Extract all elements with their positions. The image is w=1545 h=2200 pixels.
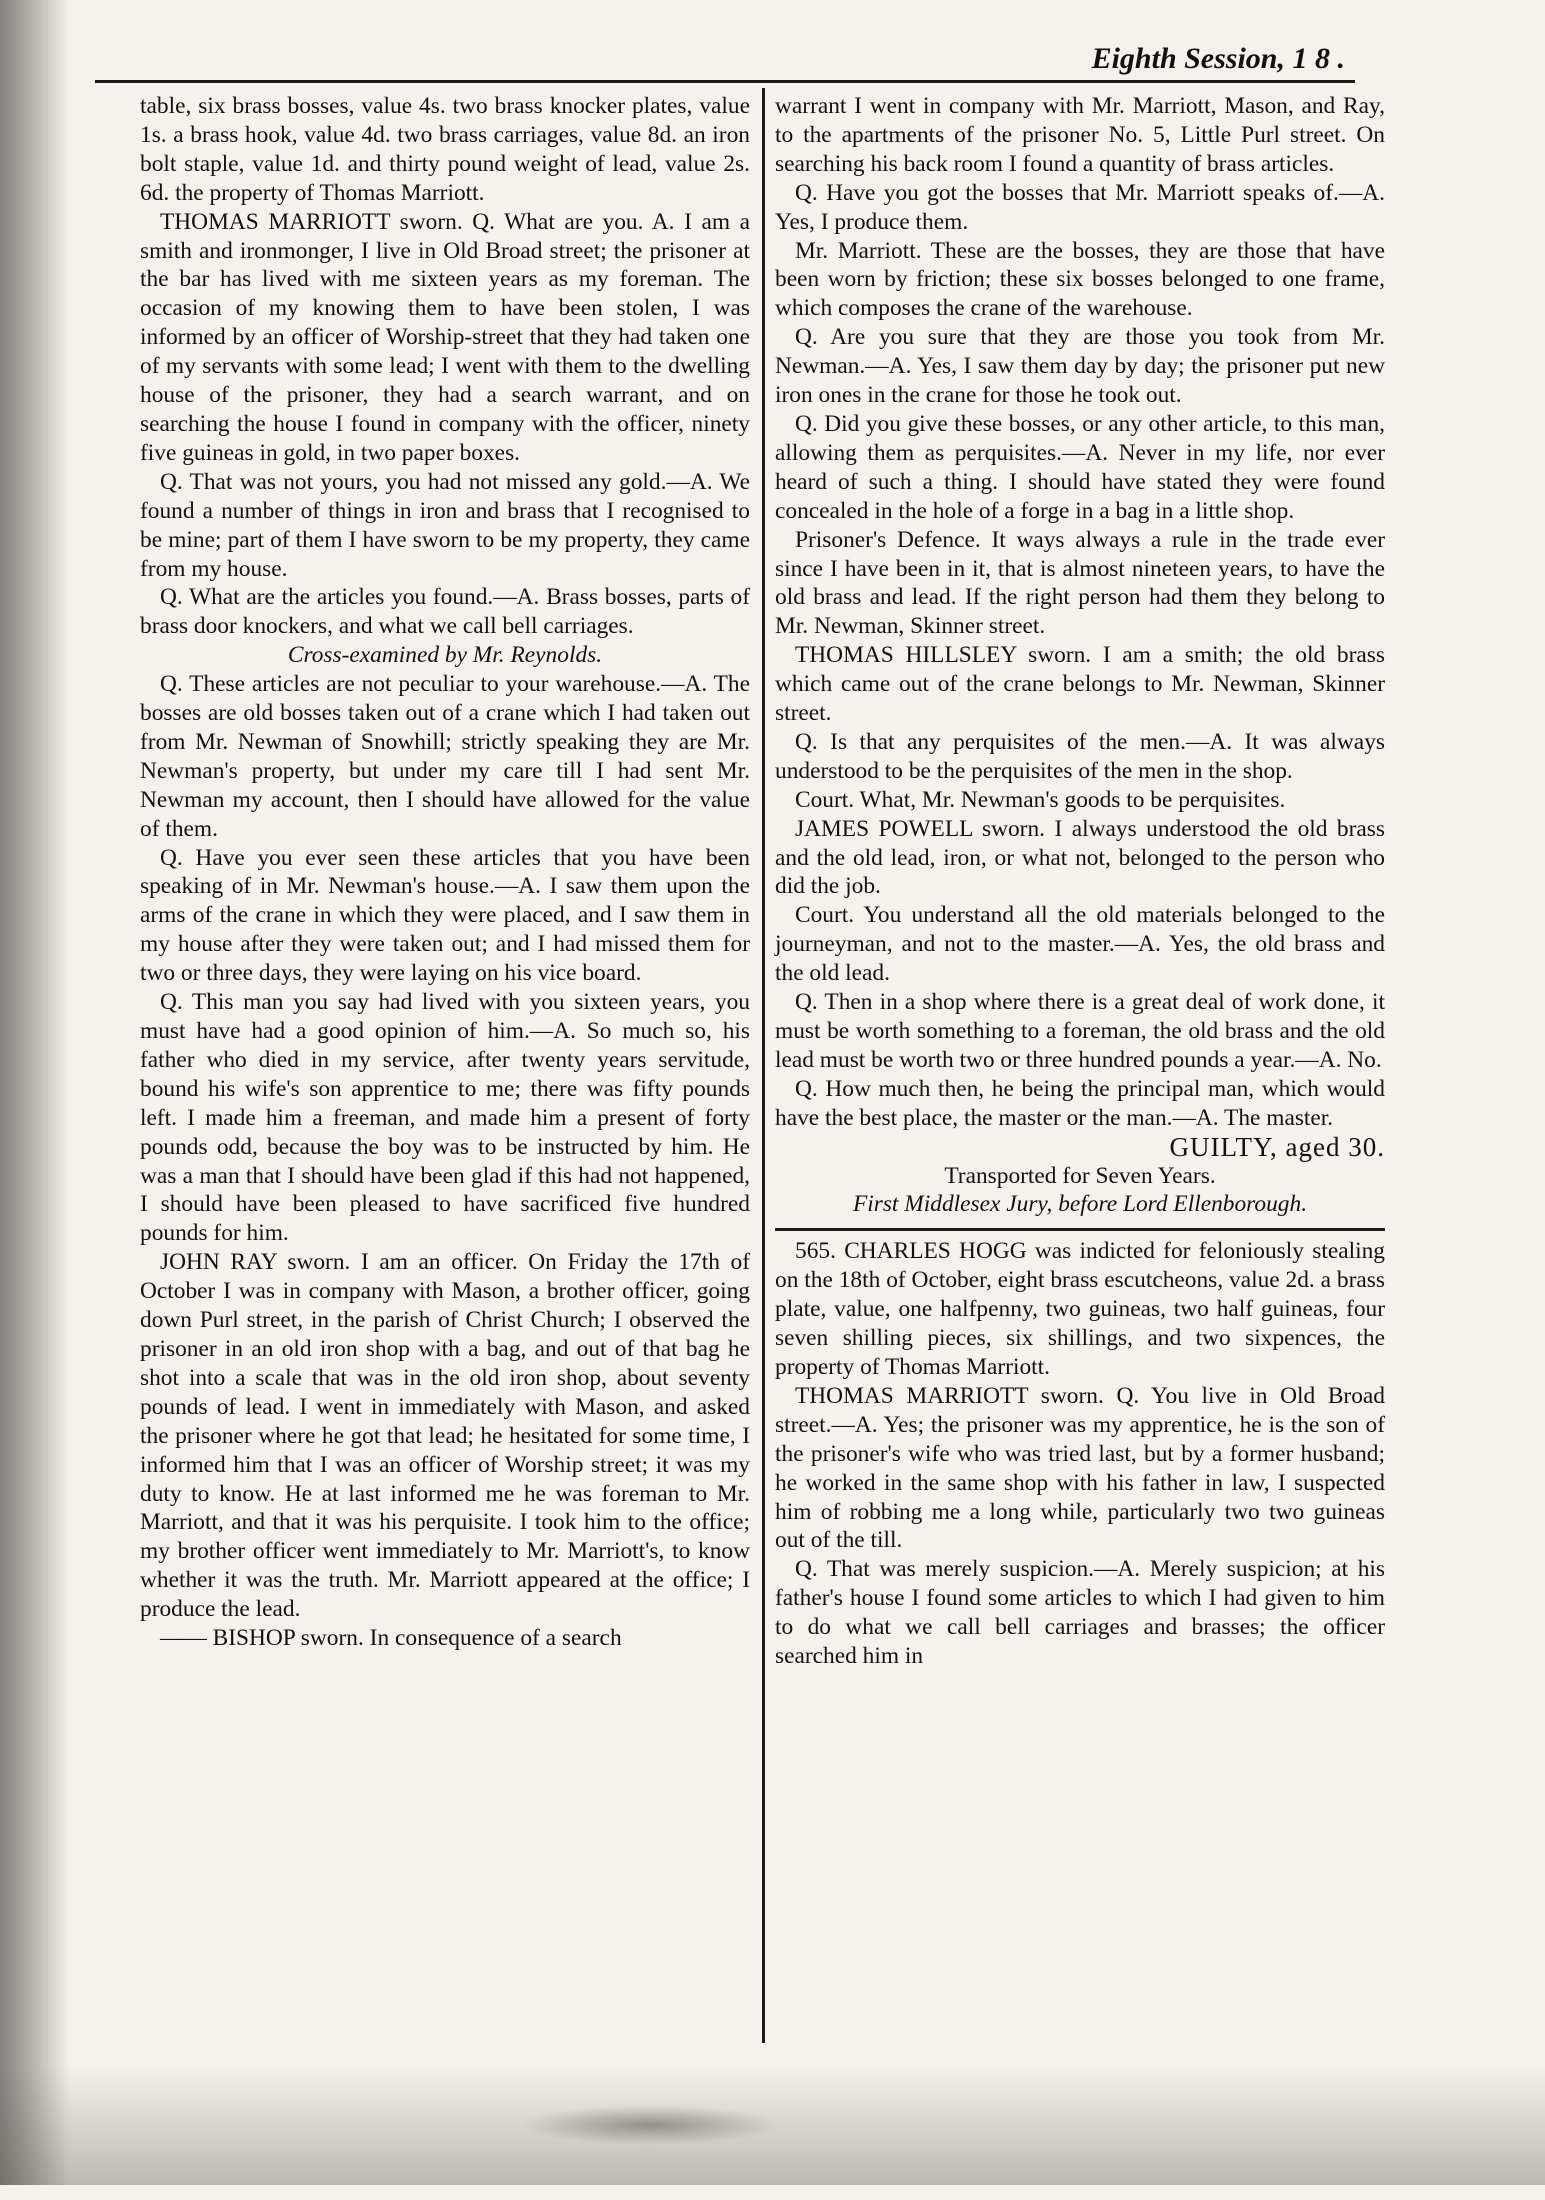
- paragraph: —— BISHOP sworn. In consequence of a search: [160, 1625, 622, 1652]
- paragraph: Q. These articles are not peculiar to your warehouse.—A. The bosses are old bosses taken out of a crane which I had taken out from Mr. Newman of Snowhill; strictly speaking they are Mr. Newman's property, but under my care till I had sent Mr. Newman my account, then I should have allowed for the value of them.: [140, 671, 750, 842]
- paragraph: Mr. Marriott. These are the bosses, they are those that have been worn by friction; these six bosses belonged to one frame, which composes the crane of the warehouse.: [775, 237, 1385, 322]
- paragraph: Court. What, Mr. Newman's goods to be perquisites.: [795, 786, 1286, 813]
- paragraph: JAMES POWELL sworn. I always understood the old brass and the old lead, iron, or what not, belonged to the person who did the job.: [775, 815, 1385, 900]
- case-separator: [775, 1228, 1385, 1231]
- page-edge-shadow: [0, 0, 70, 2185]
- paragraph: Q. Are you sure that they are those you took from Mr. Newman.—A. Yes, I saw them day by day; the prisoner put new iron ones in the crane for those he took out.: [775, 324, 1385, 409]
- paragraph: THOMAS MARRIOTT sworn. Q. What are you. A. I am a smith and ironmonger, I live in Old Broad street; the prisoner at the bar has lived with me sixteen years as my foreman. The occasion of my knowing them to have been stolen, I was informed by an officer of Worship-street that they had taken one of my servants with some lead; I went with them to the dwelling house of the prisoner, they had a search warrant, and on searching the house I found in company with the officer, ninety five guineas in gold, in two paper boxes.: [140, 208, 750, 466]
- paragraph: Q. Is that any perquisites of the men.—A. It was always understood to be the perquisites of the men in the shop.: [775, 728, 1385, 784]
- left-column: [140, 92, 750, 1653]
- page-bottom-shadow: [0, 2065, 1545, 2185]
- paragraph: Q. That was merely suspicion.—A. Merely suspicion; at his father's house I found some articles to which I had given to him to do what we call bell carriages and brasses; the officer searched him in: [775, 1556, 1385, 1670]
- running-head-right: Eighth Session, 1 8 .: [1091, 42, 1345, 75]
- paragraph: Prisoner's Defence. It ways always a rule in the trade ever since I have been in it, that is almost nineteen years, to have the old brass and lead. If the right person had them they belong to Mr. Newman, Skinner street.: [775, 526, 1385, 640]
- jury-note: First Middlesex Jury, before Lord Ellenborough.: [852, 1191, 1308, 1218]
- paragraph: table, six brass bosses, value 4s. two brass knocker plates, value 1s. a brass hook, value 4d. two brass carriages, value 8d. an iron bolt staple, value 1d. and thirty pound weight of lead, value 2s. 6d. the property of Thomas Marriott.: [140, 93, 750, 206]
- paragraph: Q. Did you give these bosses, or any other article, to this man, allowing them as perquisites.—A. Never in my life, nor ever heard of such a thing. I should have stated they were found concealed in the hole of a forge in a bag in a little shop.: [775, 410, 1385, 524]
- sentence: Transported for Seven Years.: [944, 1162, 1216, 1189]
- paragraph: THOMAS HILLSLEY sworn. I am a smith; the old brass which came out of the crane belongs to Mr. Newman, Skinner street.: [775, 642, 1385, 727]
- paragraph: Q. Have you got the bosses that Mr. Marriott speaks of.—A. Yes, I produce them.: [775, 179, 1385, 235]
- paragraph: 565. CHARLES HOGG was indicted for feloniously stealing on the 18th of October, eight brass escutcheons, value 2d. a brass plate, value, one halfpenny, two guineas, two half guineas, four seven shilling pieces, six shillings, and two sixpences, the property of Thomas Marriott.: [775, 1238, 1385, 1380]
- paragraph: Q. What are the articles you found.—A. Brass bosses, parts of brass door knockers, and what we call bell carriages.: [140, 584, 750, 640]
- paragraph: warrant I went in company with Mr. Marriott, Mason, and Ray, to the apartments of the prisoner No. 5, Little Purl street. On searching his back room I found a quantity of brass articles.: [775, 93, 1385, 177]
- paragraph: Q. How much then, he being the principal man, which would have the best place, the master or the man.—A. The master.: [775, 1075, 1385, 1131]
- running-header: [95, 40, 1355, 83]
- paragraph: Court. You understand all the old materials belonged to the journeyman, and not to the master.—A. Yes, the old brass and the old lead.: [775, 902, 1385, 987]
- paragraph: JOHN RAY sworn. I am an officer. On Friday the 17th of October I was in company with Mason, a brother officer, going down Purl street, in the parish of Christ Church; I observed the prisoner in an old iron shop with a bag, and out of that bag he shot into a scale that was in the old iron shop, about seventy pounds of lead. I went in immediately with Mason, and asked the prisoner where he got that lead; he hesitated for some time, I informed him that I was an officer of Worship street; it was my duty to know. He at last informed me he was foreman to Mr. Marriott, and that it was his perquisite. I took him to the office; my brother officer went immediately to Mr. Marriott's, to know whether it was the truth. Mr. Marriott appeared at the office; I produce the lead.: [140, 1249, 750, 1623]
- paragraph: Q. That was not yours, you had not missed any gold.—A. We found a number of things in iron and brass that I recognised to be mine; part of them I have sworn to be my property, they came from my house.: [140, 468, 750, 582]
- facing-page-bleed: [1478, 600, 1518, 2200]
- subheading: Cross-examined by Mr. Reynolds.: [287, 642, 603, 669]
- right-column: [775, 92, 1385, 1671]
- paragraph: Q. Then in a shop where there is a great deal of work done, it must be worth something to a foreman, the old brass and the old lead must be worth two or three hundred pounds a year.—A. No.: [775, 989, 1385, 1073]
- paragraph: THOMAS MARRIOTT sworn. Q. You live in Old Broad street.—A. Yes; the prisoner was my apprentice, he is the son of the prisoner's wife who was tried last, but by a former husband; he worked in the same shop with his father in law, I suspected him of robbing me a long while, particularly two two guineas out of the till.: [775, 1382, 1385, 1554]
- paragraph: Q. This man you say had lived with you sixteen years, you must have had a good opinion of him.—A. So much so, his father who died in my service, after twenty years servitude, bound his wife's son apprentice to me; there was fifty pounds left. I made him a freeman, and made him a present of forty pounds odd, because the boy was to be instructed by him. He was a man that I should have been glad if this had not happened, I should have been pleased to have sacrificed five hundred pounds for him.: [140, 989, 750, 1247]
- paragraph: Q. Have you ever seen these articles that you have been speaking of in Mr. Newman's house.—A. I saw them upon the arms of the crane in which they were placed, and I saw them in my house after they were taken out; and I had missed them for two or three days, they were laying on his vice board.: [140, 844, 750, 987]
- verdict: GUILTY, aged 30.: [1169, 1131, 1385, 1162]
- column-rule: [762, 88, 765, 2043]
